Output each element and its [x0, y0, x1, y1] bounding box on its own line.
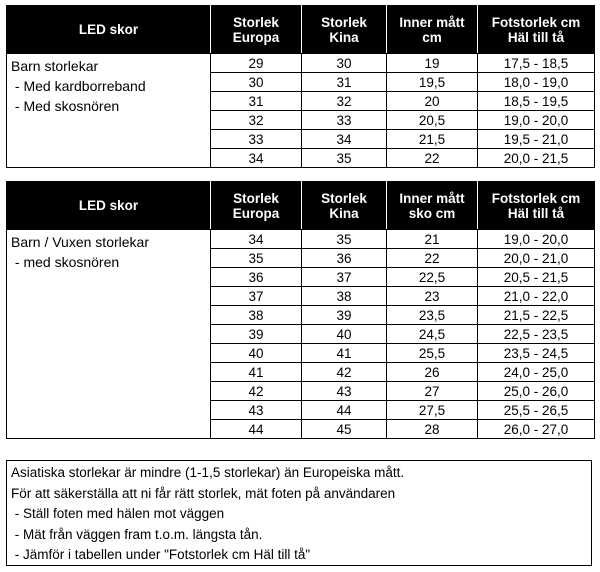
table-cell: 27: [387, 382, 478, 401]
category-label-line: Barn storlekar: [11, 58, 99, 74]
table-cell: 20: [387, 92, 478, 111]
table-cell: 41: [211, 363, 302, 382]
measurement-note: [6, 460, 592, 566]
table-cell: 19: [387, 54, 478, 73]
column-header: Fotstorlek cm Häl till tå: [478, 182, 595, 230]
table-cell: 30: [302, 54, 387, 73]
table-cell: 40: [211, 344, 302, 363]
table-cell: 25,0 - 26,0: [478, 382, 595, 401]
column-header: Inner mått sko cm: [387, 182, 478, 230]
table-cell: 30: [211, 73, 302, 92]
table-cell: 39: [211, 325, 302, 344]
table-cell: 37: [211, 287, 302, 306]
table-cell: 35: [302, 230, 387, 249]
category-label: [7, 230, 211, 439]
table-cell: 32: [302, 92, 387, 111]
table-cell: 27,5: [387, 401, 478, 420]
table-cell: 28: [387, 420, 478, 439]
table-cell: 22: [387, 149, 478, 168]
table-cell: 23: [387, 287, 478, 306]
table-cell: 43: [211, 401, 302, 420]
table-cell: 24,5: [387, 325, 478, 344]
note-line: - Jämför i tabellen under "Fotstorlek cm Häl till tå": [11, 547, 311, 563]
table-cell: 31: [211, 92, 302, 111]
table-cell: 44: [302, 401, 387, 420]
table-cell: 36: [302, 249, 387, 268]
column-header: Inner mått cm: [387, 6, 478, 54]
table-cell: 18,5 - 19,5: [478, 92, 595, 111]
table-cell: 19,0 - 20,0: [478, 230, 595, 249]
table-cell: 21,5: [387, 130, 478, 149]
table-cell: 34: [302, 130, 387, 149]
header-row: [7, 182, 595, 230]
table-cell: 37: [302, 268, 387, 287]
table-cell: 38: [211, 306, 302, 325]
category-label-line: Barn / Vuxen storlekar: [11, 234, 149, 250]
header-row: [7, 6, 595, 54]
table-cell: 34: [211, 230, 302, 249]
category-label: [7, 54, 211, 168]
table-cell: 20,5: [387, 111, 478, 130]
table-cell: 38: [302, 287, 387, 306]
category-label-line: - Med kardborreband: [11, 78, 146, 94]
column-header: Storlek Kina: [302, 6, 387, 54]
table-cell: 33: [211, 130, 302, 149]
table-cell: 34: [211, 149, 302, 168]
table-cell: 22,5 - 23,5: [478, 325, 595, 344]
table-cell: 44: [211, 420, 302, 439]
table-cell: 21,5 - 22,5: [478, 306, 595, 325]
column-header: Storlek Europa: [211, 6, 302, 54]
category-label-line: - Med skosnören: [11, 98, 120, 114]
column-header: Fotstorlek cm Häl till tå: [478, 6, 595, 54]
table-cell: 26: [387, 363, 478, 382]
table-cell: 42: [211, 382, 302, 401]
category-label-line: - med skosnören: [11, 254, 120, 270]
table-cell: 20,0 - 21,5: [478, 149, 595, 168]
note-line: - Ställ foten med hälen mot väggen: [11, 506, 225, 522]
table-cell: 19,0 - 20,0: [478, 111, 595, 130]
table-cell: 19,5 - 21,0: [478, 130, 595, 149]
table-cell: 21: [387, 230, 478, 249]
table-cell: 35: [211, 249, 302, 268]
table-cell: 31: [302, 73, 387, 92]
size-table-children-adult: [6, 181, 595, 439]
note-line: - Mät från väggen fram t.o.m. längsta tån.: [11, 526, 263, 542]
table-cell: 25,5: [387, 344, 478, 363]
table-cell: 22,5: [387, 268, 478, 287]
column-header: LED skor: [7, 182, 211, 230]
column-header: Storlek Kina: [302, 182, 387, 230]
table-cell: 35: [302, 149, 387, 168]
table-cell: 18,0 - 19,0: [478, 73, 595, 92]
table-cell: 26,0 - 27,0: [478, 420, 595, 439]
table-cell: 43: [302, 382, 387, 401]
table-cell: 23,5: [387, 306, 478, 325]
table-cell: 40: [302, 325, 387, 344]
table-cell: 33: [302, 111, 387, 130]
table-cell: 21,0 - 22,0: [478, 287, 595, 306]
table-cell: 42: [302, 363, 387, 382]
table-cell: 24,0 - 25,0: [478, 363, 595, 382]
table-cell: 19,5: [387, 73, 478, 92]
note-line: För att säkerställa att ni får rätt storlek, mät foten på användaren: [11, 485, 396, 501]
table-cell: 41: [302, 344, 387, 363]
size-table-children: [6, 5, 595, 168]
table-cell: 25,5 - 26,5: [478, 401, 595, 420]
table-cell: 20,0 - 21,0: [478, 249, 595, 268]
table-row: [7, 230, 595, 249]
table-cell: 32: [211, 111, 302, 130]
table-cell: 23,5 - 24,5: [478, 344, 595, 363]
column-header: LED skor: [7, 6, 211, 54]
table-cell: 36: [211, 268, 302, 287]
note-line: Asiatiska storlekar är mindre (1-1,5 storlekar) än Europeiska mått.: [11, 465, 405, 480]
column-header: Storlek Europa: [211, 182, 302, 230]
table-cell: 22: [387, 249, 478, 268]
table-cell: 17,5 - 18,5: [478, 54, 595, 73]
table-cell: 29: [211, 54, 302, 73]
table-cell: 39: [302, 306, 387, 325]
table-cell: 45: [302, 420, 387, 439]
table-row: [7, 54, 595, 73]
table-cell: 20,5 - 21,5: [478, 268, 595, 287]
